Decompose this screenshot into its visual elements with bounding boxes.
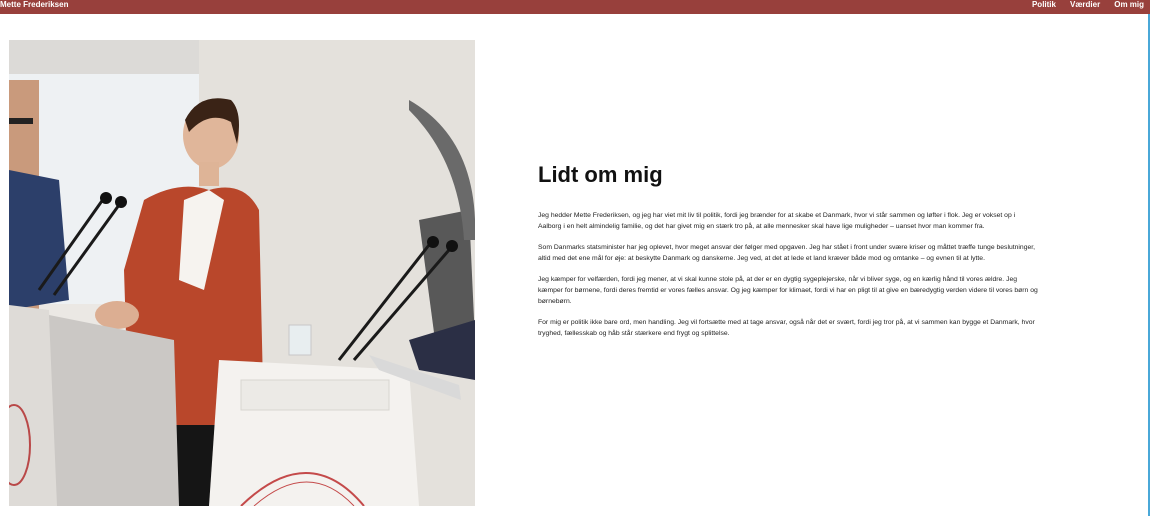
top-navigation-bar [0,0,1150,14]
nav-link-vaerdier[interactable]: Værdier [1069,0,1101,9]
about-paragraph-1: Jeg hedder Mette Frederiksen, og jeg har viet mit liv til politik, fordi jeg brænder for at skabe et Danmark, hvor vi står sammen og løfter i flok. Jeg er vokset op i Aalborg i en helt almindelig familie, og det har givet mig en stærk tro på, at alle mennesker skal have lige muligheder – uanset hvor man kommer fra. [538,212,1016,230]
site-brand[interactable]: Mette Frederiksen [0,0,69,9]
about-paragraph-3: Jeg kæmper for velfærden, fordi jeg mener, at vi skal kunne stole på, at der er en dygtig sygeplejerske, når vi bliver syge, og en kærlig hånd til vores ældre. Jeg kæmper for børnene, fordi deres fremtid er vores fælles ansvar. Og jeg kæmper for klimaet, fordi vi har en pligt til at give en bæredygtig verden videre til vores børn og børnebørn. [538,276,1038,305]
about-paragraph-4: For mig er politik ikke bare ord, men handling. Jeg vil fortsætte med at tage ansvar, også når det er svært, fordi jeg tror på, at vi sammen kan bygge et Danmark, hvor tryghed, fællesskab og håb står stærkere end frygt og splittelse. [538,319,1035,337]
main-nav [1032,0,1144,10]
about-section [538,162,1038,349]
about-heading: Lidt om mig [538,162,663,187]
nav-link-politik[interactable]: Politik [1031,0,1056,9]
portrait-photo [9,40,475,506]
nav-link-om-mig[interactable]: Om mig [1114,0,1144,9]
about-paragraph-2: Som Danmarks statsminister har jeg oplevet, hvor meget ansvar der følger med opgaven. Jeg har stået i front under svære kriser og måttet træffe tunge beslutninger, altid med det ene mål for øje: at beskytte Danmark og danskerne. Jeg ved, at det at lede et land kræver både mod og omtanke – og evnen til at lytte. [538,244,1036,262]
